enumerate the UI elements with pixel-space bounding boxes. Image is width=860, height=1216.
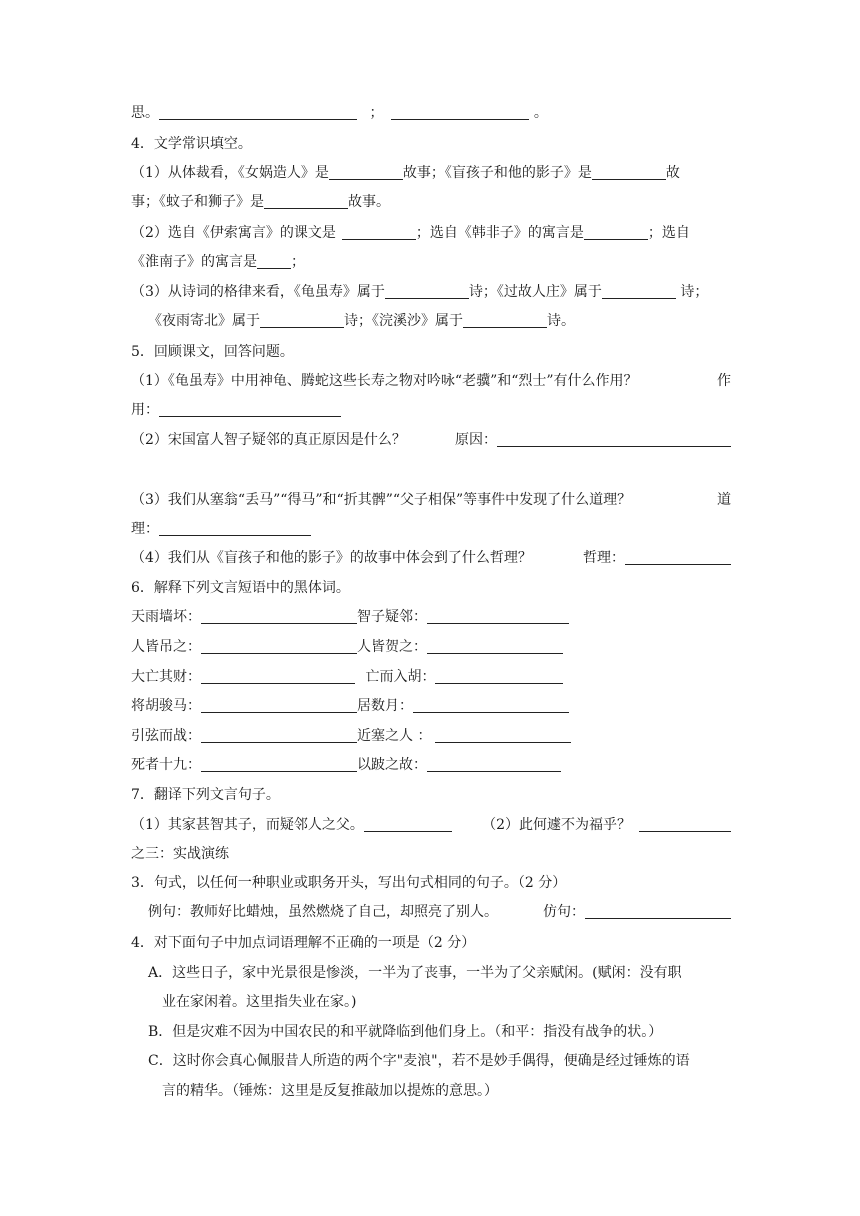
text: （3）从诗词的格律来看，《龟虽寿》属于 (131, 284, 385, 300)
text: 诗；《浣溪沙》属于 (344, 313, 463, 329)
text: 亡而入胡： (365, 669, 436, 685)
section-heading: 之三：实战演练 (131, 846, 229, 862)
line-5-2 (131, 429, 731, 451)
text: 死者十九： (131, 757, 201, 773)
text: 思。 (131, 105, 159, 121)
answer-blank[interactable] (413, 698, 569, 713)
text: 作 (717, 373, 731, 389)
text: 理： (131, 521, 159, 537)
line-3-example (148, 901, 731, 923)
text: 诗；《过故人庄》属于 (468, 284, 602, 300)
text: 大亡其财： (131, 669, 201, 685)
answer-blank[interactable] (585, 904, 731, 919)
question-7-title: 7．翻译下列文言句子。 (131, 787, 280, 803)
phrase-row (131, 725, 731, 747)
text: 例句：教师好比蜡烛，虽然燃烧了自己，却照亮了别人。 (148, 904, 498, 920)
text: 《淮南子》的寓言是 (131, 254, 257, 270)
text: 事；《蚊子和狮子》是 (131, 194, 264, 210)
question-4b-title: 4．对下面句子中加点词语理解不正确的一项是（2 分） (131, 935, 476, 951)
answer-blank[interactable] (201, 757, 357, 772)
answer-blank[interactable] (201, 639, 357, 654)
text: 原因： (455, 432, 497, 448)
line-4-3-cont (148, 310, 748, 332)
answer-blank[interactable] (201, 728, 357, 743)
text: 仿句： (543, 904, 585, 920)
phrase-row (131, 695, 731, 717)
line-7-1 (131, 814, 731, 836)
text: 诗； (680, 284, 709, 300)
option-a-cont: 业在家闲着。这里指失业在家。) (162, 994, 357, 1010)
text: （1）其家甚智其子，而疑邻人之父。 (131, 817, 364, 833)
text: 。 (533, 105, 548, 121)
answer-blank[interactable] (602, 284, 676, 299)
option-a: A．这些日子，家中光景很是惨淡，一半为了丧事，一半为了父亲赋闲。(赋闲：没有职 (148, 965, 682, 981)
text: 将胡骏马： (131, 698, 201, 714)
text: （1）从体裁看，《女娲造人》是 (131, 165, 329, 181)
question-5-title: 5．回顾课文，回答问题。 (131, 344, 294, 360)
text: 故事；《盲孩子和他的影子》是 (402, 165, 592, 181)
option-c-cont: 言的精华。（锤炼：这里是反复推敲加以提炼的意思。） (162, 1083, 498, 1099)
answer-blank[interactable] (497, 432, 731, 447)
line-q3-end (131, 102, 731, 124)
text: 引弦而战： (131, 728, 201, 744)
line-5-4 (131, 547, 731, 569)
question-3-title: 3．句式，以任何一种职业或职务开头，写出句式相同的句子。（2 分） (131, 875, 567, 891)
question-4-title: 4．文学常识填空。 (131, 136, 252, 152)
line-5-1-cont (131, 399, 731, 421)
answer-blank[interactable] (260, 313, 344, 328)
line-4-1-cont (131, 191, 731, 213)
text: （1）《龟虽寿》中用神龟、腾蛇这些长寿之物对吟咏“老骥”和“烈士”有什么作用？ (131, 373, 638, 389)
text: （3）我们从塞翁“丢马”“得马”和“折其髀”“父子相保”等事件中发现了什么道理？ (131, 492, 632, 508)
text: 《夜雨寄北》属于 (148, 313, 260, 329)
phrase-row (131, 606, 731, 628)
answer-blank[interactable] (342, 225, 416, 240)
text: 以跛之故： (357, 757, 427, 773)
answer-blank[interactable] (159, 402, 341, 417)
answer-blank[interactable] (364, 817, 452, 832)
text: （2）此何遽不为福乎？ (482, 817, 631, 833)
text: 人皆贺之： (357, 639, 427, 655)
option-c: C．这时你会真心佩服昔人所造的两个字"麦浪"，若不是妙手偶得，便确是经过锤炼的语 (148, 1053, 690, 1069)
line-4-2 (131, 222, 731, 244)
phrase-row (131, 666, 731, 688)
text: （2）宋国富人智子疑邻的真正原因是什么？ (131, 432, 406, 448)
answer-blank[interactable] (329, 165, 403, 180)
line-4-3 (131, 281, 731, 303)
answer-blank[interactable] (435, 728, 571, 743)
text: ； (369, 105, 384, 121)
answer-blank[interactable] (391, 105, 529, 120)
text: 人皆吊之： (131, 639, 201, 655)
text: ； (291, 254, 305, 270)
phrase-row (131, 754, 731, 776)
answer-blank[interactable] (201, 698, 357, 713)
answer-blank[interactable] (427, 639, 563, 654)
answer-blank[interactable] (639, 817, 731, 832)
answer-blank[interactable] (584, 225, 648, 240)
question-6-title: 6．解释下列文言短语中的黑体词。 (131, 580, 350, 596)
text: 诗。 (547, 313, 575, 329)
text: 故事。 (348, 194, 390, 210)
line-4-2-cont (131, 251, 731, 273)
answer-blank[interactable] (159, 105, 357, 120)
answer-blank[interactable] (201, 669, 355, 684)
text: 近塞之人 ： (357, 728, 432, 744)
answer-blank[interactable] (427, 609, 569, 624)
text: 哲理： (583, 550, 625, 566)
answer-blank[interactable] (159, 521, 311, 536)
text: （2）选自《伊索寓言》的课文是 (131, 225, 336, 241)
answer-blank[interactable] (257, 254, 291, 269)
text: 用： (131, 402, 159, 418)
answer-blank[interactable] (435, 669, 563, 684)
text: 居数月： (357, 698, 413, 714)
text: 天雨墙坏： (131, 609, 201, 625)
text: ；选自 (647, 225, 690, 241)
answer-blank[interactable] (201, 609, 357, 624)
text: 智子疑邻： (357, 609, 427, 625)
option-b: B．但是灾难不因为中国农民的和平就降临到他们身上。（和平：指没有战争的状。） (148, 1024, 663, 1040)
answer-blank[interactable] (385, 284, 469, 299)
line-5-3-cont (131, 518, 731, 540)
answer-blank[interactable] (264, 194, 348, 209)
phrase-row (131, 636, 731, 658)
text: ；选自《韩非子》的寓言是 (415, 225, 584, 241)
answer-blank[interactable] (427, 757, 561, 772)
answer-blank[interactable] (625, 550, 731, 565)
line-5-1 (131, 370, 731, 392)
text: 道 (717, 492, 731, 508)
answer-blank[interactable] (463, 313, 547, 328)
line-5-3 (131, 489, 731, 511)
line-4-1 (131, 162, 731, 184)
text: 故 (665, 165, 680, 181)
answer-blank[interactable] (592, 165, 666, 180)
text: （4）我们从《盲孩子和他的影子》的故事中体会到了什么哲理？ (131, 550, 532, 566)
